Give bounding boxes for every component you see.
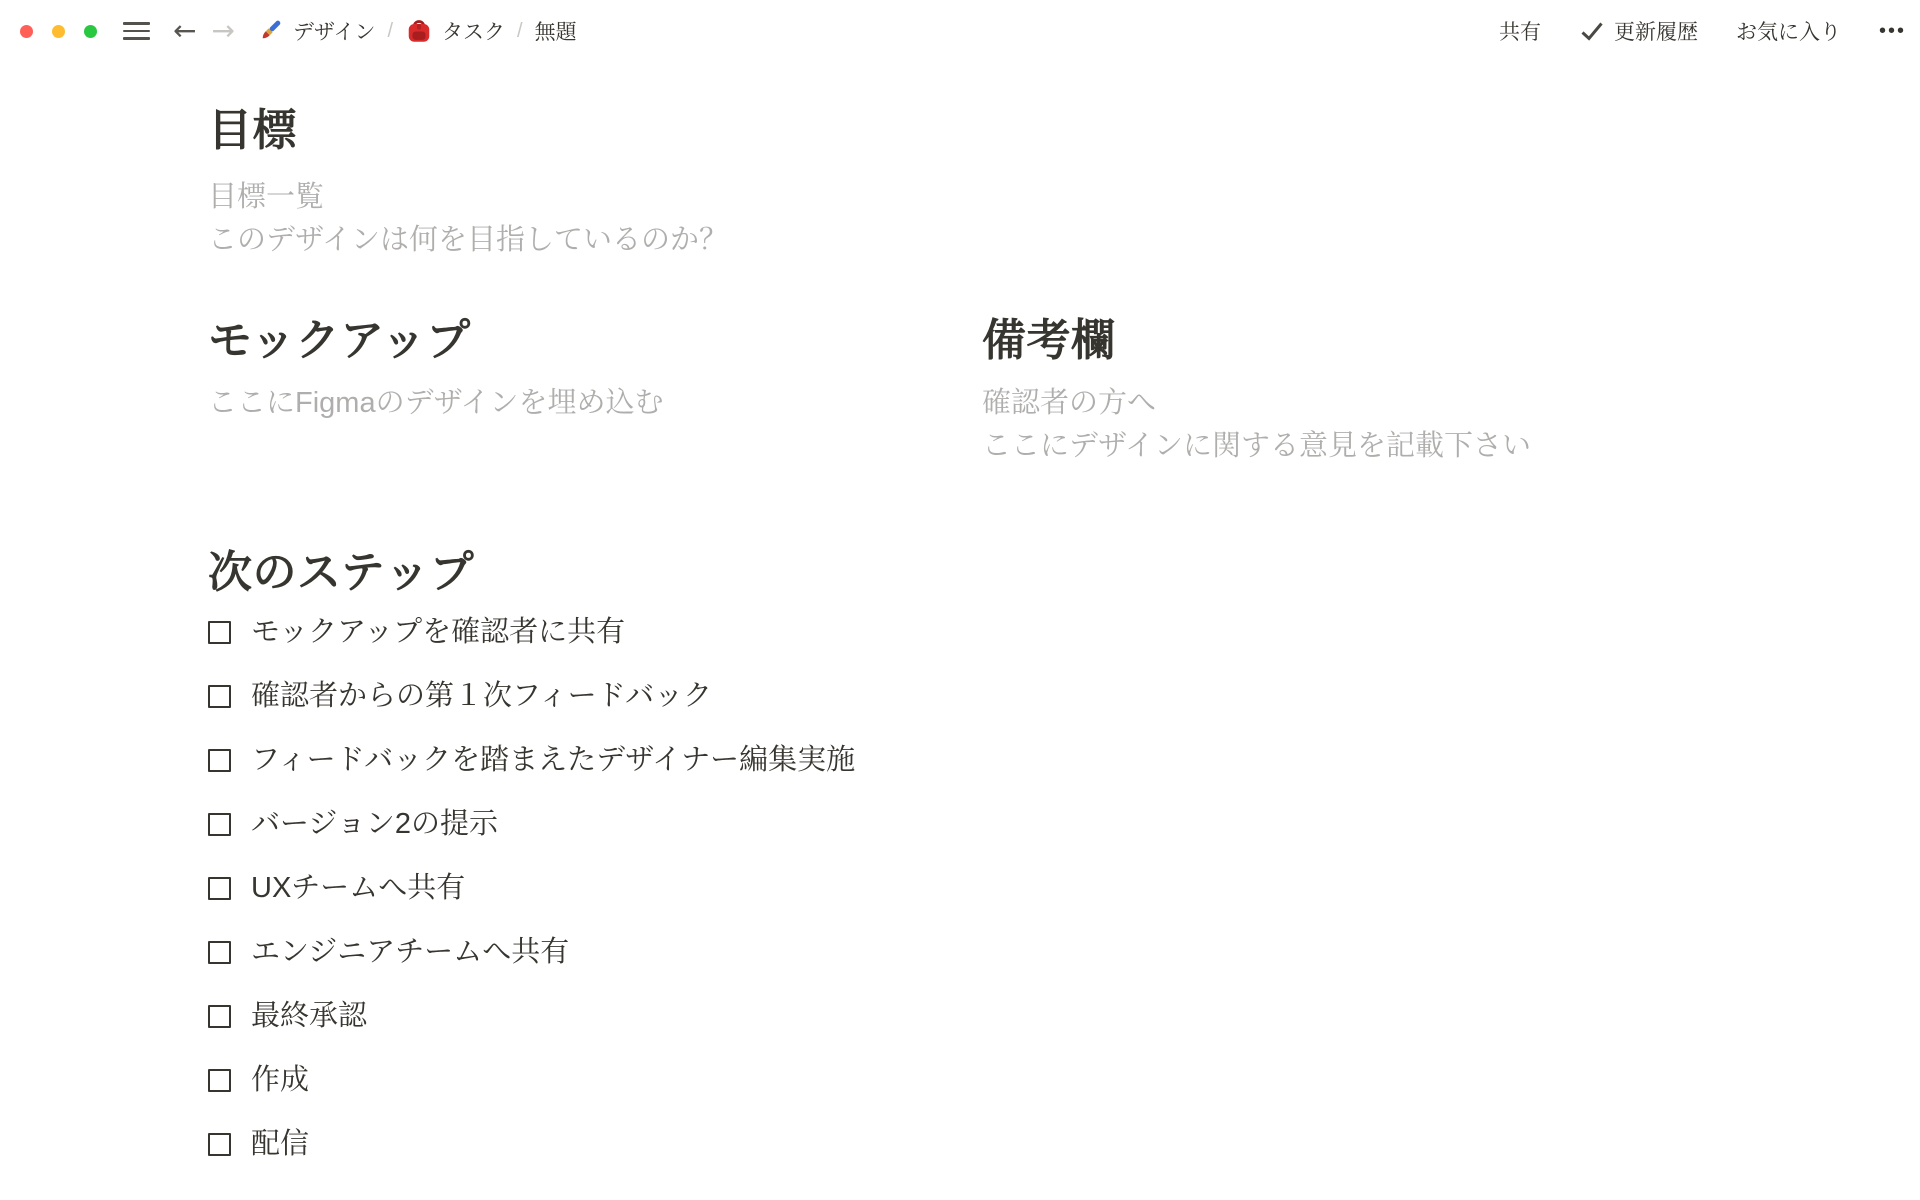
- breadcrumb-item-untitled[interactable]: [531, 14, 581, 48]
- breadcrumb-label: タスク: [442, 21, 506, 44]
- paintbrush-icon: [256, 17, 284, 45]
- traffic-lights: [20, 25, 97, 38]
- todo-label[interactable]: モックアップを確認者に共有: [251, 615, 626, 648]
- breadcrumb: [252, 14, 581, 48]
- back-button[interactable]: ←: [173, 14, 197, 47]
- zoom-window-button[interactable]: [84, 25, 97, 38]
- todo-label[interactable]: フィードバックを踏まえたデザイナー編集実施: [251, 743, 856, 776]
- notes-placeholder-line[interactable]: ここにデザインに関する意見を記載下さい: [982, 430, 1531, 462]
- todo-label[interactable]: 確認者からの第１次フィードバック: [251, 679, 713, 712]
- todo-row: [208, 1048, 1712, 1112]
- todo-list: [208, 600, 1712, 1176]
- todo-label[interactable]: エンジニアチームへ共有: [251, 935, 570, 968]
- breadcrumb-separator: /: [387, 19, 394, 42]
- sidebar-toggle-icon[interactable]: [123, 22, 150, 40]
- todo-checkbox[interactable]: [208, 813, 231, 836]
- heading-notes[interactable]: 備考欄: [982, 316, 1116, 365]
- breadcrumb-item-design[interactable]: [252, 14, 380, 48]
- todo-row: [208, 920, 1712, 984]
- breadcrumb-label: デザイン: [292, 21, 376, 44]
- todo-label[interactable]: 配信: [251, 1127, 310, 1160]
- history-button[interactable]: [1579, 16, 1698, 46]
- heading-mockup[interactable]: モックアップ: [208, 316, 471, 365]
- minimize-window-button[interactable]: [52, 25, 65, 38]
- check-icon: [1579, 18, 1605, 44]
- backpack-icon: [405, 17, 433, 45]
- todo-row: [208, 1112, 1712, 1176]
- heading-goal[interactable]: 目標: [208, 106, 297, 155]
- goal-placeholder-line[interactable]: 目標一覧: [208, 181, 325, 213]
- column-mockup: [208, 314, 936, 468]
- todo-label[interactable]: 最終承認: [251, 999, 368, 1032]
- todo-checkbox[interactable]: [208, 685, 231, 708]
- todo-checkbox[interactable]: [208, 1133, 231, 1156]
- breadcrumb-item-task[interactable]: [401, 14, 509, 48]
- forward-button-disabled: →: [211, 14, 235, 47]
- more-icon: •••: [1878, 19, 1906, 42]
- topbar: [0, 0, 1920, 62]
- todo-row: [208, 856, 1712, 920]
- todo-checkbox[interactable]: [208, 1005, 231, 1028]
- favorites-label: お気に入り: [1735, 21, 1841, 44]
- favorites-button[interactable]: [1736, 16, 1841, 46]
- close-window-button[interactable]: [20, 25, 33, 38]
- goal-placeholder-line[interactable]: このデザインは何を目指しているのか？: [208, 224, 728, 256]
- document-body: [0, 104, 1920, 1176]
- todo-checkbox[interactable]: [208, 1069, 231, 1092]
- more-button[interactable]: [1879, 20, 1906, 43]
- todo-row: [208, 984, 1712, 1048]
- todo-checkbox[interactable]: [208, 749, 231, 772]
- todo-checkbox[interactable]: [208, 941, 231, 964]
- breadcrumb-separator: /: [517, 19, 523, 42]
- todo-label[interactable]: バージョン2の提示: [251, 807, 498, 840]
- two-column-layout: [208, 314, 1712, 468]
- share-button[interactable]: [1499, 16, 1541, 46]
- todo-checkbox[interactable]: [208, 877, 231, 900]
- todo-row: [208, 664, 1712, 728]
- notes-placeholder-line[interactable]: 確認者の方へ: [982, 387, 1157, 419]
- breadcrumb-label: 無題: [534, 21, 577, 44]
- todo-row: [208, 600, 1712, 664]
- mockup-placeholder-line[interactable]: ここにFigmaのデザインを埋め込む: [208, 387, 664, 419]
- column-notes: [982, 314, 1712, 468]
- history-label: 更新履歴: [1613, 21, 1698, 44]
- todo-label[interactable]: 作成: [251, 1063, 310, 1096]
- todo-row: [208, 792, 1712, 856]
- share-label: 共有: [1498, 21, 1541, 44]
- heading-next-steps[interactable]: 次のステップ: [208, 548, 475, 597]
- todo-checkbox[interactable]: [208, 621, 231, 644]
- todo-row: [208, 728, 1712, 792]
- todo-label[interactable]: UXチームへ共有: [251, 871, 466, 904]
